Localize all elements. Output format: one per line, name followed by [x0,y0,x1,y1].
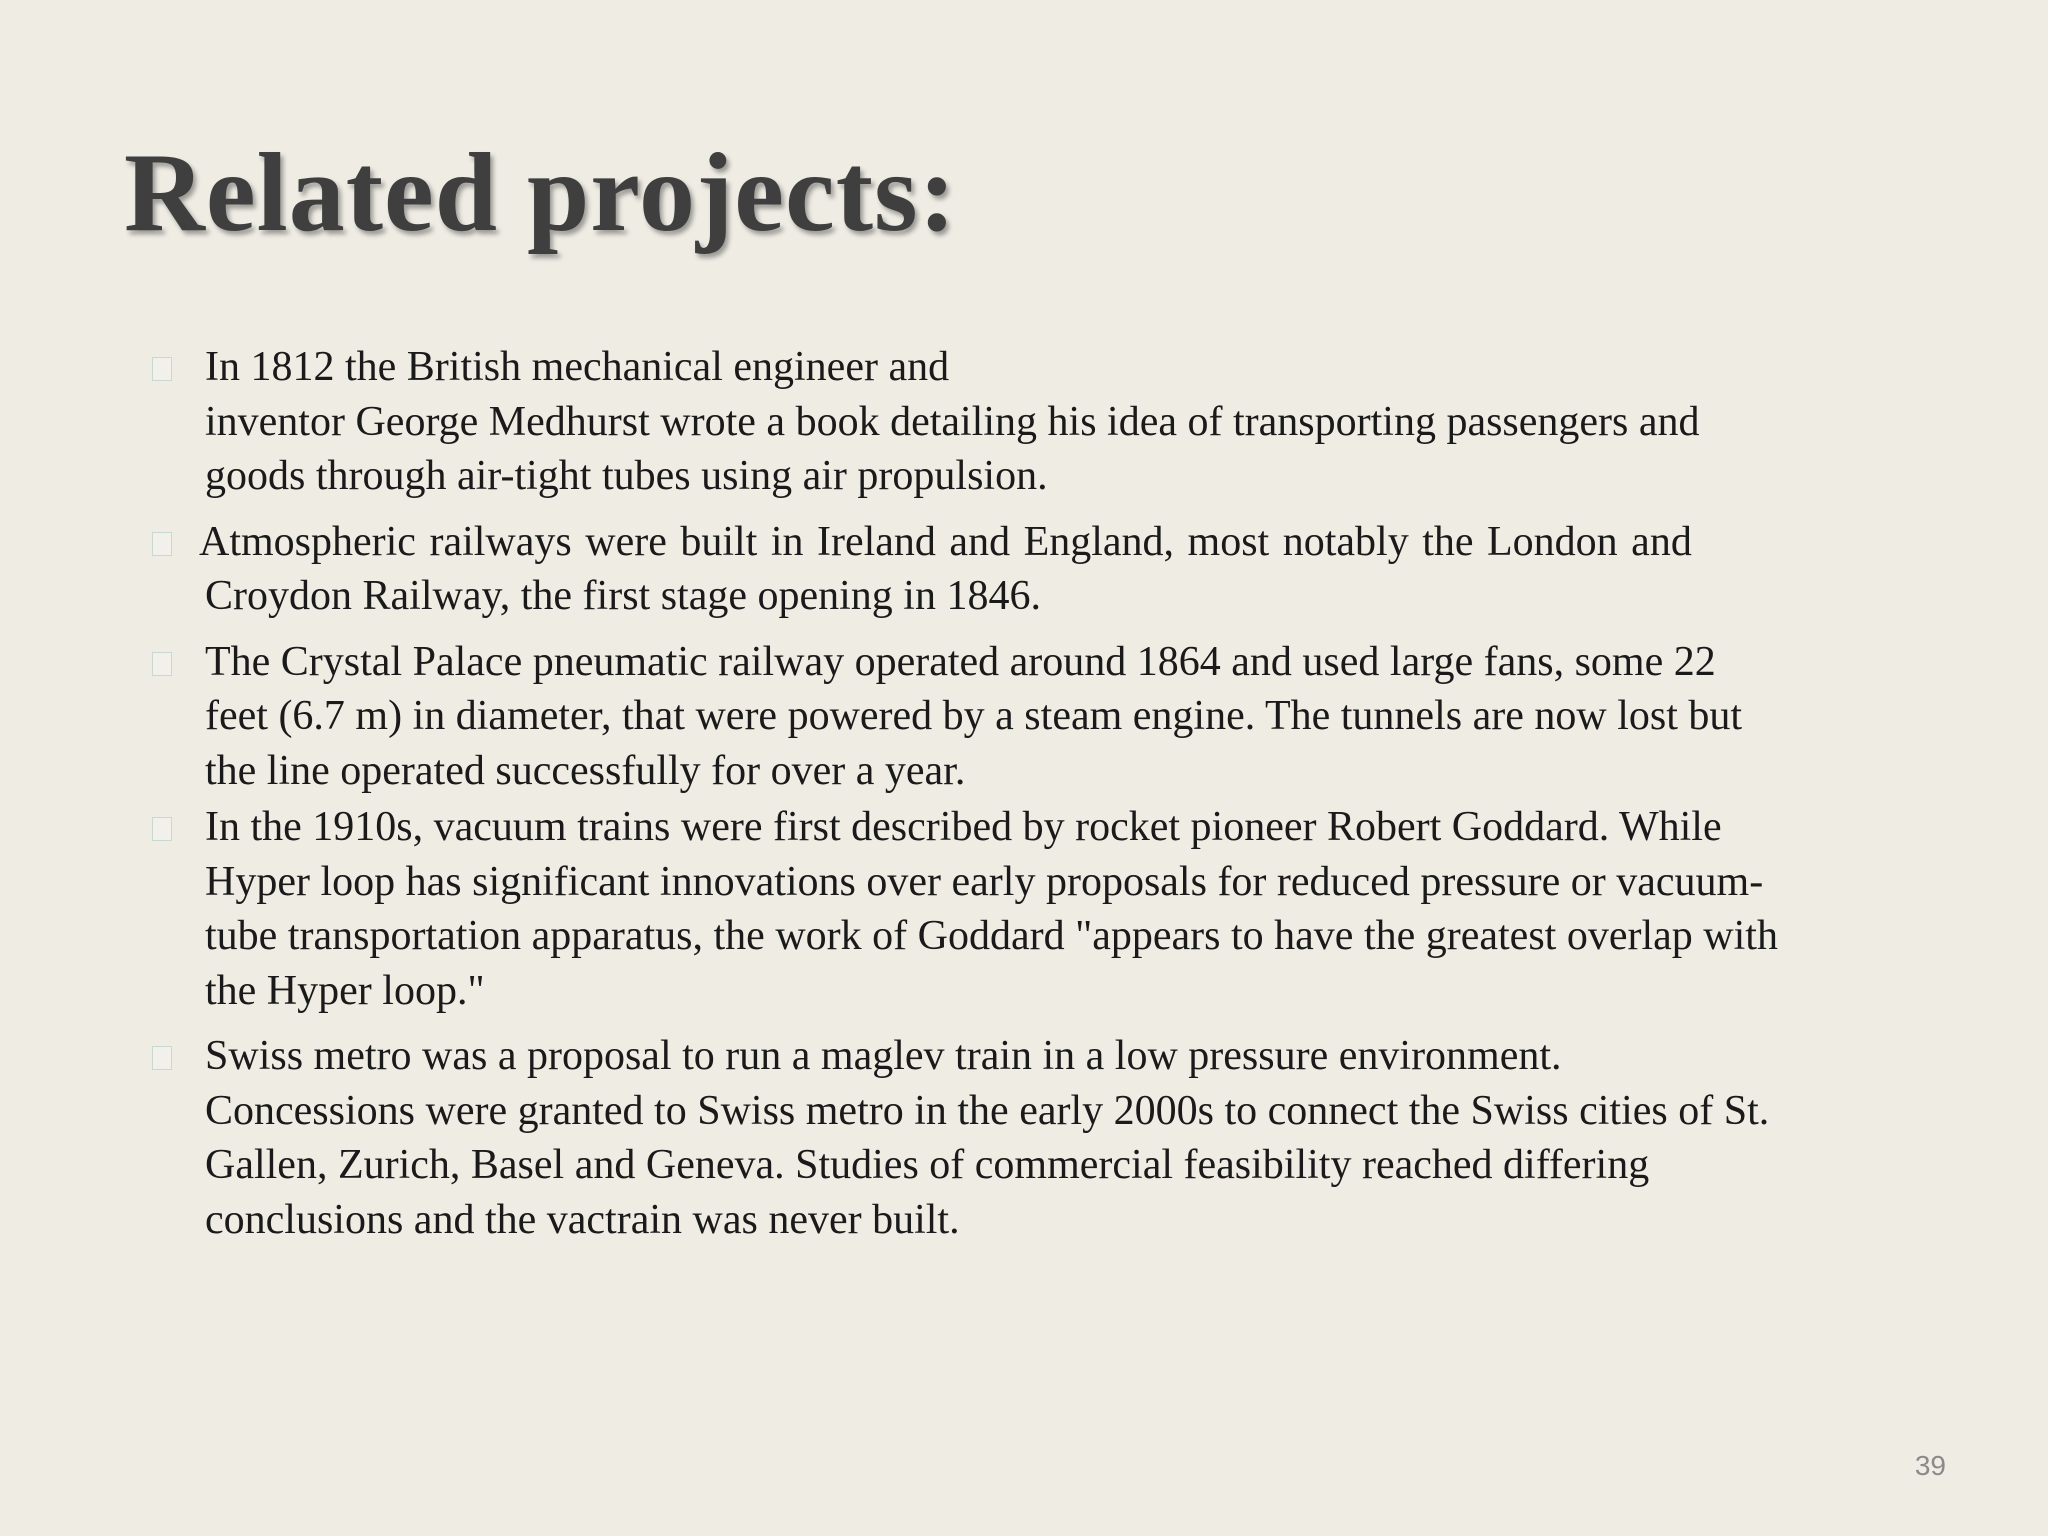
bullet-line: goods through air-tight tubes using air propulsion. [205,453,1048,499]
bullet-line: Swiss metro was a proposal to run a maglev train in a low pressure environment. [205,1033,1562,1079]
bullet-list [148,340,1928,1247]
bullet-line: tube transportation apparatus, the work of Goddard "appears to have the greatest overlap with [205,913,1778,959]
bullet-marker-icon [152,532,172,556]
bullet-line: Concessions were granted to Swiss metro in the early 2000s to connect the Swiss cities of St. [205,1087,1770,1134]
bullet-line: the line operated successfully for over a year. [205,747,966,794]
bullet-item [148,340,1928,504]
bullet-marker-icon [152,817,172,841]
bullet-line: conclusions and the vactrain was never built. [205,1196,960,1243]
bullet-marker-icon [152,1046,172,1070]
slide-title: Related projects: [124,131,957,255]
bullet-line: The Crystal Palace pneumatic railway operated around 1864 and used large fans, some 22 [205,638,1716,685]
bullet-item [148,1029,1928,1247]
bullet-marker-icon [152,357,172,381]
bullet-line: inventor George Medhurst wrote a book detailing his idea of transporting passengers and [205,398,1700,445]
bullet-line: In 1812 the British mechanical engineer and [205,344,950,390]
bullet-line: feet (6.7 m) in diameter, that were powered by a steam engine. The tunnels are now lost but [205,693,1743,739]
bullet-line: Hyper loop has significant innovations over early proposals for reduced pressure or vacuum- [205,858,1764,905]
bullet-marker-icon [152,652,172,676]
bullet-line: Atmospheric railways were built in Ireland and England, most notably the London and [199,518,1692,565]
bullet-line: Gallen, Zurich, Basel and Geneva. Studies of commercial feasibility reached differing [205,1142,1650,1188]
bullet-line: the Hyper loop." [205,967,485,1014]
page-number: 39 [1914,1450,1946,1481]
bullet-item [148,800,1928,1018]
bullet-item [148,515,1928,624]
bullet-line: In the 1910s, vacuum trains were first described by rocket pioneer Robert Goddard. While [205,804,1722,850]
bullet-item [148,635,1928,799]
bullet-line: Croydon Railway, the first stage opening in 1846. [205,573,1041,619]
